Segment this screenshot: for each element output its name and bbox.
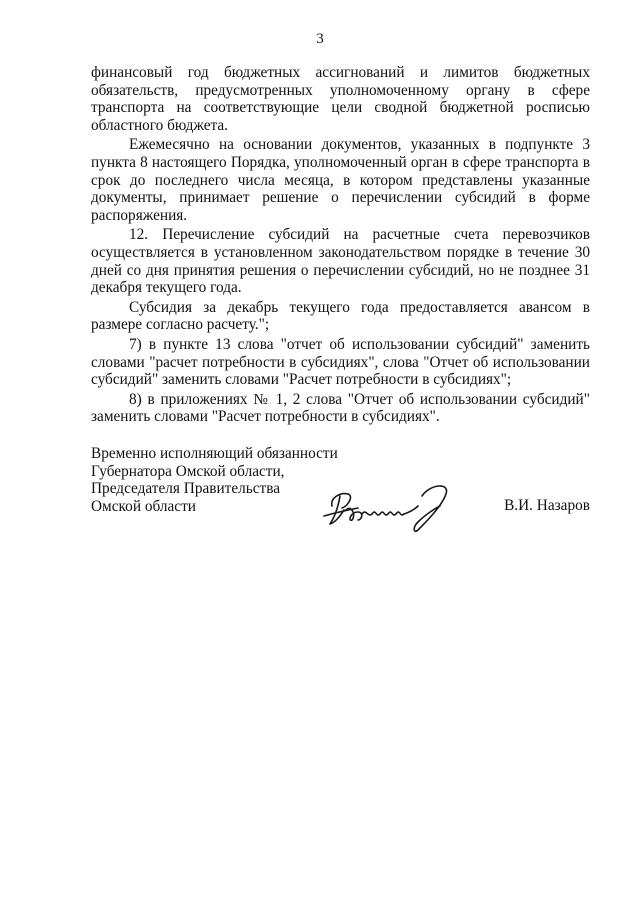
page-number: 3 bbox=[316, 31, 324, 47]
signatory-title-line: Председателя Правительства bbox=[91, 480, 281, 498]
paragraph-december-advance: Субсидия за декабрь текущего года предоставляется авансом в размере согласно расчету."; bbox=[91, 298, 590, 334]
handwritten-signature bbox=[318, 476, 468, 542]
paragraph-item-7: 7) в пункте 13 слова "отчет об использовании субсидий" заменить словами "расчет потребности в субсидиях", слова "Отчет об использовании субсидий" заменить словами "Расчет потребности в субсидиях"; bbox=[91, 335, 590, 389]
signatory-title-line: Омской области bbox=[91, 497, 196, 515]
paragraph-monthly-decision: Ежемесячно на основании документов, указанных в подпункте 3 пункта 8 настоящего Порядка, уполномоченный орган в сфере транспорта в срок до последнего числа месяца, в котором представлены указанные документы, принимает решение о перечислении субсидий в форме распоряжения. bbox=[91, 136, 590, 224]
document-body bbox=[91, 64, 590, 426]
paragraph-item-8: 8) в приложениях № 1, 2 слова "Отчет об использовании субсидий" заменить словами "Расчет потребности в субсидиях". bbox=[91, 390, 590, 426]
signatory-title-line: Губернатора Омской области, bbox=[91, 462, 285, 480]
paragraph-continuation: финансовый год бюджетных ассигнований и лимитов бюджетных обязательств, предусмотренных уполномоченному органу в сфере транспорта на соответствующие цели сводной бюджетной росписью областного бюджета. bbox=[91, 64, 590, 134]
paragraph-item-12: 12. Перечисление субсидий на расчетные счета перевозчиков осуществляется в установленном законодательством порядке в течение 30 дней со дня принятия решения о перечислении субсидий, но не позднее 31 декабря текущего года. bbox=[91, 226, 590, 297]
signatory-name: В.И. Назаров bbox=[504, 497, 590, 514]
signatory-title bbox=[91, 445, 338, 515]
signatory-title-line: Временно исполняющий обязанности bbox=[91, 445, 338, 462]
